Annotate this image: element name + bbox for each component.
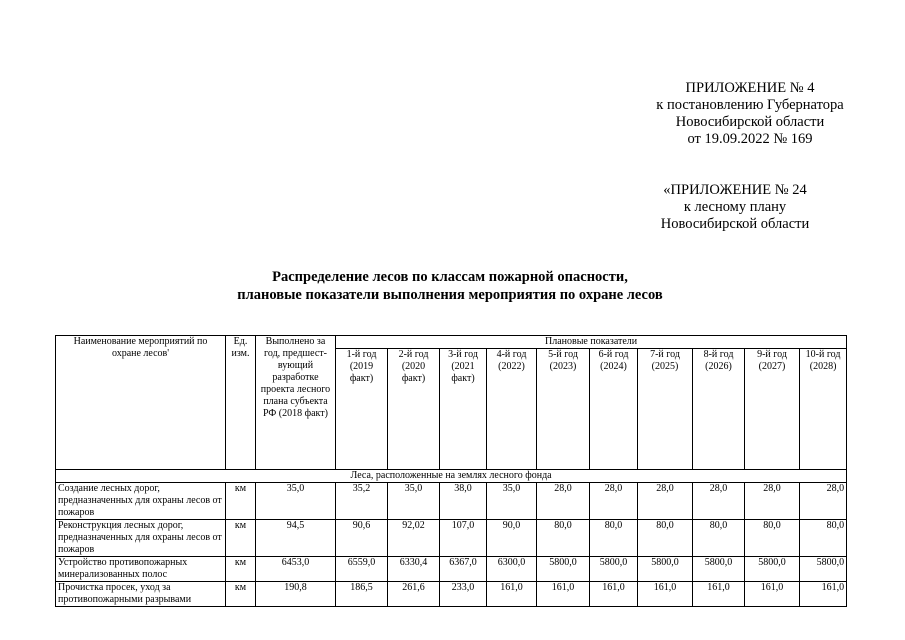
- row-value: 5800,0: [693, 557, 745, 582]
- row-value: 5800,0: [590, 557, 638, 582]
- header-planned-indicators: Плановые показатели: [336, 336, 847, 349]
- row-value: 6559,0: [336, 557, 388, 582]
- appendix-line: «ПРИЛОЖЕНИЕ № 24: [663, 182, 807, 198]
- row-value: 35,2: [336, 483, 388, 520]
- row-value: 80,0: [693, 520, 745, 557]
- row-done: 94,5: [256, 520, 336, 557]
- row-value: 161,0: [745, 582, 800, 607]
- header-year: 5-й год (2023): [537, 349, 590, 470]
- header-year: 6-й год (2024): [590, 349, 638, 470]
- row-value: 28,0: [745, 483, 800, 520]
- appendix-line: к лесному плану: [683, 199, 787, 215]
- row-value: 261,6: [388, 582, 440, 607]
- header-row-1: [56, 336, 847, 349]
- document-title: [130, 268, 770, 304]
- row-value: 161,0: [487, 582, 537, 607]
- row-value: 80,0: [638, 520, 693, 557]
- row-value: 35,0: [487, 483, 537, 520]
- row-value: 186,5: [336, 582, 388, 607]
- row-value: 5800,0: [537, 557, 590, 582]
- row-value: 80,0: [745, 520, 800, 557]
- row-unit: км: [226, 520, 256, 557]
- row-value: 161,0: [693, 582, 745, 607]
- row-value: 80,0: [537, 520, 590, 557]
- header-done-prior-year: Выполнено за год, предшест- вующий разработке проекта лесного плана субъекта РФ (2018 факт): [256, 336, 336, 470]
- header-year: 1-й год (2019 факт): [336, 349, 388, 470]
- appendix-forest-plan-header: [610, 182, 860, 233]
- row-value: 28,0: [590, 483, 638, 520]
- row-value: 28,0: [800, 483, 847, 520]
- row-value: 5800,0: [800, 557, 847, 582]
- row-activity-name: Устройство противопожарных минерализованных полос: [56, 557, 226, 582]
- appendix-line: ПРИЛОЖЕНИЕ № 4: [685, 80, 815, 96]
- row-value: 161,0: [537, 582, 590, 607]
- row-value: 161,0: [590, 582, 638, 607]
- row-value: 6367,0: [440, 557, 487, 582]
- header-unit: Ед. изм.: [226, 336, 256, 470]
- row-activity-name: Создание лесных дорог, предназначенных для охраны лесов от пожаров: [56, 483, 226, 520]
- row-unit: км: [226, 557, 256, 582]
- appendix-line: Новосибирской области: [675, 114, 825, 130]
- row-value: 80,0: [800, 520, 847, 557]
- row-value: 6300,0: [487, 557, 537, 582]
- header-year: 9-й год (2027): [745, 349, 800, 470]
- row-unit: км: [226, 582, 256, 607]
- row-value: 38,0: [440, 483, 487, 520]
- row-value: 161,0: [638, 582, 693, 607]
- header-activity-name: Наименование мероприятий по охране лесов': [56, 336, 226, 470]
- row-done: 190,8: [256, 582, 336, 607]
- row-value: 5800,0: [745, 557, 800, 582]
- row-value: 6330,4: [388, 557, 440, 582]
- row-unit: км: [226, 483, 256, 520]
- table-row: [56, 520, 847, 557]
- row-value: 28,0: [693, 483, 745, 520]
- table-row: [56, 557, 847, 582]
- row-value: 107,0: [440, 520, 487, 557]
- header-year: 4-й год (2022): [487, 349, 537, 470]
- row-value: 28,0: [537, 483, 590, 520]
- appendix-line: от 19.09.2022 № 169: [687, 131, 813, 147]
- title-line-2: плановые показатели выполнения мероприятия по охране лесов: [237, 287, 663, 303]
- appendix-line: Новосибирской области: [660, 216, 810, 232]
- title-line-1: Распределение лесов по классам пожарной опасности,: [272, 269, 628, 285]
- row-value: 161,0: [800, 582, 847, 607]
- forest-fire-measures-table: [55, 335, 847, 607]
- section-row: [56, 470, 847, 483]
- row-value: 5800,0: [638, 557, 693, 582]
- header-year: 10-й год (2028): [800, 349, 847, 470]
- table-row: [56, 483, 847, 520]
- row-activity-name: Реконструкция лесных дорог, предназначенных для охраны лесов от пожаров: [56, 520, 226, 557]
- header-year: 7-й год (2025): [638, 349, 693, 470]
- row-value: 92,02: [388, 520, 440, 557]
- appendix-header: [625, 80, 875, 148]
- header-year: 3-й год (2021 факт): [440, 349, 487, 470]
- row-done: 35,0: [256, 483, 336, 520]
- appendix-line: к постановлению Губернатора: [656, 97, 844, 113]
- row-value: 233,0: [440, 582, 487, 607]
- row-activity-name: Прочистка просек, уход за противопожарными разрывами: [56, 582, 226, 607]
- row-value: 80,0: [590, 520, 638, 557]
- row-value: 90,0: [487, 520, 537, 557]
- header-year: 8-й год (2026): [693, 349, 745, 470]
- row-value: 28,0: [638, 483, 693, 520]
- section-title: Леса, расположенные на землях лесного фонда: [56, 470, 847, 483]
- row-value: 90,6: [336, 520, 388, 557]
- row-value: 35,0: [388, 483, 440, 520]
- row-done: 6453,0: [256, 557, 336, 582]
- header-year: 2-й год (2020 факт): [388, 349, 440, 470]
- table-row: [56, 582, 847, 607]
